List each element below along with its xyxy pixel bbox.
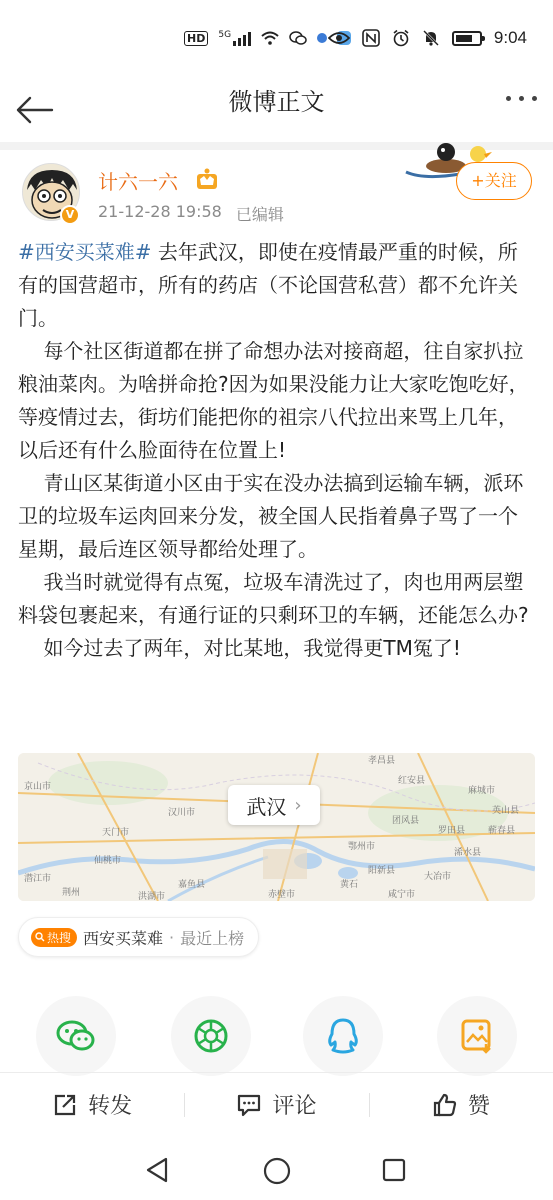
- post-paragraph: 每个社区街道都在拼了命想办法对接商超，往自家扒拉粮油菜肉。为啥拼命抢?因为如果没能力让大家吃饱吃好，等疫情过去，街坊们能把你的祖宗八代拉出来骂上几年，以后还有什么脸面待在位置上!: [18, 339, 529, 462]
- repost-icon: [52, 1092, 78, 1118]
- moments-icon: [193, 1018, 229, 1054]
- chevron-right-icon: ›: [294, 794, 302, 816]
- map-label: 嘉鱼县: [178, 880, 206, 890]
- post-meta: [98, 202, 284, 225]
- system-home-icon[interactable]: [263, 1157, 291, 1185]
- search-icon: [35, 932, 45, 942]
- map-label: 潜江市: [24, 874, 52, 884]
- hd-indicator: HD: [184, 31, 208, 46]
- map-label: 洪湖市: [138, 892, 166, 901]
- map-label: 京山市: [24, 782, 52, 792]
- map-label: 鄂州市: [348, 842, 376, 852]
- signal-bars-icon: [233, 30, 251, 46]
- map-label: 阳新县: [368, 866, 396, 876]
- system-back-icon[interactable]: [144, 1156, 170, 1184]
- status-right: [328, 28, 527, 48]
- share-qq-button[interactable]: [303, 996, 383, 1076]
- map-canvas: [18, 753, 535, 901]
- map-label: 罗田县: [438, 826, 466, 836]
- thumbs-up-icon: [432, 1092, 458, 1118]
- location-map[interactable]: [18, 753, 535, 901]
- map-label: 黄石: [340, 880, 359, 890]
- map-label: 咸宁市: [388, 890, 416, 900]
- hot-search-chip[interactable]: [18, 917, 259, 957]
- alarm-icon: [392, 29, 410, 47]
- post-timestamp: 21-12-28 19:58: [98, 202, 222, 221]
- author-name[interactable]: 计六一六: [98, 170, 178, 194]
- mute-bell-icon: [422, 29, 440, 47]
- edited-label[interactable]: 已编辑: [235, 205, 284, 224]
- hot-search-separator: ·: [169, 927, 175, 947]
- verified-badge: V: [60, 205, 80, 225]
- map-label: 浠水县: [454, 848, 482, 858]
- map-label: 汉川市: [168, 808, 196, 818]
- share-save-image-button[interactable]: [437, 996, 517, 1076]
- map-location-name: 武汉: [246, 794, 287, 819]
- eye-icon: [328, 31, 350, 45]
- map-label: 仙桃市: [94, 856, 122, 866]
- comment-button[interactable]: [184, 1073, 368, 1136]
- map-label: 孝昌县: [368, 756, 396, 766]
- map-label: 荆州: [62, 888, 81, 898]
- map-label: 大冶市: [424, 872, 452, 882]
- repost-label: 转发: [88, 1094, 133, 1119]
- map-label: 天门市: [102, 828, 130, 838]
- wechat-icon: [56, 1018, 96, 1054]
- page-title: 微博正文: [228, 88, 325, 116]
- action-bar: [0, 1072, 553, 1136]
- status-left: [184, 30, 351, 46]
- qq-icon: [326, 1017, 360, 1055]
- wifi-icon: [261, 31, 279, 45]
- nfc-icon: [362, 29, 380, 47]
- like-label: 赞: [467, 1094, 490, 1119]
- system-nav-bar: [0, 1140, 553, 1200]
- map-label: 赤壁市: [268, 890, 296, 900]
- share-moments-button[interactable]: [171, 996, 251, 1076]
- repost-button[interactable]: [0, 1073, 184, 1136]
- clock: 9:04: [493, 28, 527, 47]
- status-bar: [0, 0, 553, 82]
- signal-label: 5G: [218, 30, 232, 40]
- app-notification-icon: [317, 33, 327, 43]
- map-location-pill[interactable]: [228, 785, 320, 825]
- like-button[interactable]: [369, 1073, 553, 1136]
- battery-icon: [452, 31, 482, 46]
- map-label: 团风县: [392, 816, 420, 826]
- map-label: 麻城市: [468, 786, 496, 796]
- share-wechat-button[interactable]: [36, 996, 116, 1076]
- top-nav: [0, 82, 553, 142]
- map-label: 红安县: [398, 776, 426, 786]
- post-paragraph: #西安买菜难# 去年武汉，即使在疫情最严重的时候，所有的国营超市，所有的药店（不论国营私营）都不允许关门。: [18, 240, 518, 330]
- comment-icon: [236, 1092, 262, 1118]
- post-paragraph: 我当时就觉得有点冤，垃圾车清洗过了，肉也用两层塑料袋包裹起来，有通行证的只剩环卫的车辆，还能怎么办?: [18, 570, 529, 627]
- post-paragraph: 青山区某街道小区由于实在没办法搞到运输车辆，派环卫的垃圾车运肉回来分发，被全国人民指着鼻子骂了一个星期，最后连区领导都给处理了。: [18, 471, 524, 561]
- member-crown-icon: [195, 168, 219, 190]
- hot-search-topic: 西安买菜难: [83, 928, 164, 948]
- hot-search-badge: 热搜: [31, 928, 77, 947]
- post-body: [18, 236, 536, 665]
- system-recents-icon[interactable]: [382, 1158, 406, 1182]
- map-label: 蕲春县: [488, 826, 516, 836]
- signal-indicator: [218, 30, 251, 46]
- post-paragraph: 如今过去了两年，对比某地，我觉得更TM冤了!: [18, 636, 461, 660]
- more-options-icon[interactable]: [506, 96, 537, 101]
- save-image-icon: [460, 1018, 494, 1054]
- follow-button[interactable]: +关注: [456, 162, 532, 200]
- chat-app-icon: [289, 31, 307, 45]
- comment-label: 评论: [272, 1094, 317, 1119]
- hashtag-link[interactable]: #西安买菜难#: [18, 240, 152, 264]
- hot-search-status: 最近上榜: [180, 928, 245, 948]
- map-label: 英山县: [492, 806, 520, 816]
